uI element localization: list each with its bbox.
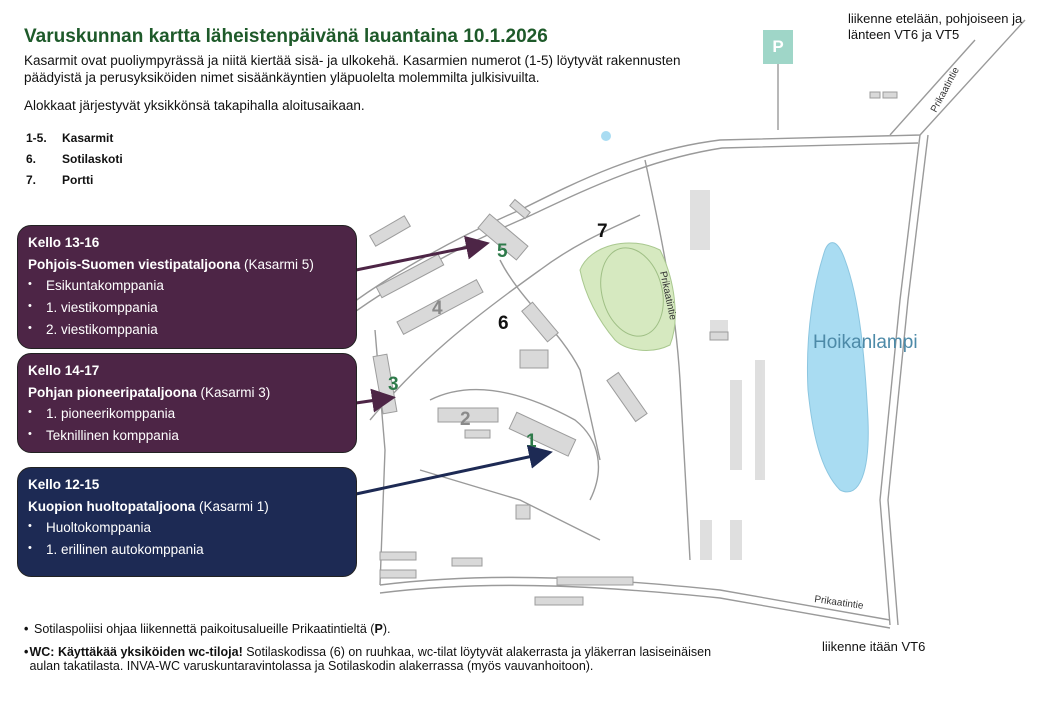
- building: [607, 373, 647, 422]
- building: [510, 200, 530, 219]
- note-wc: [24, 645, 714, 673]
- label-lake: Hoikanlampi: [813, 332, 918, 353]
- bullet-icon: •: [28, 406, 32, 418]
- list-item: [28, 322, 346, 344]
- bullet-icon: •: [28, 520, 32, 532]
- note-wc-text: [29, 645, 714, 673]
- note-parking-pre: Sotilaspoliisi ohjaa liikennettä paikoitusalueille Prikaatintieltä (: [34, 622, 375, 636]
- legend-item: [26, 173, 123, 194]
- building-blur: [730, 380, 742, 470]
- label-road-prikaatintie-field: Prikaatintie: [657, 270, 679, 322]
- building: [883, 92, 897, 98]
- note-parking-p: P: [374, 622, 383, 636]
- label-portti-7: 7: [597, 221, 608, 242]
- assembly-instruction: Alokkaat järjestyvät yksikkönsä takapihalla aloitusaikaan.: [24, 98, 365, 113]
- building: [370, 216, 411, 246]
- pond: [601, 131, 611, 141]
- list-item: [28, 428, 346, 450]
- unit-name: Pohjan pioneeripataljoona: [28, 385, 197, 400]
- legend-number: 7.: [26, 173, 37, 187]
- unit-barracks-ref: (Kasarmi 1): [195, 499, 269, 514]
- building-blur: [690, 190, 710, 250]
- unit-barracks-ref: (Kasarmi 5): [240, 257, 314, 272]
- lake-hoikanlampi: [807, 243, 868, 492]
- sports-field: [580, 243, 675, 350]
- label-kasarmi-2: 2: [460, 409, 471, 430]
- building: [870, 92, 880, 98]
- traffic-east-label: liikenne itään VT6: [822, 639, 926, 654]
- bullet-icon: •: [28, 278, 32, 290]
- label-road-prikaatintie-south: Prikaatintie: [813, 594, 865, 612]
- company-name: Huoltokomppania: [46, 520, 152, 535]
- legend-number: 1-5.: [26, 131, 47, 145]
- unit-name: Kuopion huoltopataljoona: [28, 499, 196, 514]
- company-name: 1. pioneerikomppania: [46, 406, 176, 421]
- building-blur: [730, 520, 742, 560]
- schedule-time: Kello 14-17: [28, 363, 100, 378]
- building: [710, 332, 728, 340]
- legend: [26, 131, 123, 194]
- legend-number: 6.: [26, 152, 37, 166]
- building-sotilaskoti-6: [522, 302, 558, 342]
- company-name: Esikuntakomppania: [46, 278, 164, 293]
- label-kasarmi-5: 5: [497, 241, 508, 262]
- building: [376, 254, 443, 297]
- road-prikaatintie-east-2: [888, 135, 928, 625]
- road-sw: [420, 470, 600, 540]
- unit-title: [28, 257, 346, 272]
- bullet-icon: •: [24, 622, 29, 636]
- note-wc-bold: WC: Käyttäkää yksiköiden wc-tiloja!: [29, 645, 243, 659]
- intro-text: Kasarmit ovat puoliympyrässä ja niitä kiertää sisä- ja ulkokehä. Kasarmien numerot (1-5) löytyvät rakennusten päädyistä ja perusyksiköiden nimet sisäänkäyntien yläpuolelta molemmilta julkisivuilta.: [24, 53, 681, 85]
- building: [380, 570, 416, 578]
- page-title: Varuskunnan kartta läheistenpäivänä lauantaina 10.1.2026: [24, 26, 548, 47]
- label-sotilaskoti-6: 6: [498, 313, 509, 334]
- building: [535, 597, 583, 605]
- bullet-icon: •: [28, 428, 32, 440]
- schedule-time: Kello 12-15: [28, 477, 100, 492]
- unit-title: [28, 385, 346, 400]
- legend-item: [26, 152, 123, 173]
- company-name: Teknillinen komppania: [46, 428, 179, 443]
- building: [452, 558, 482, 566]
- note-parking-text: [34, 622, 390, 636]
- legend-label: Portti: [62, 173, 94, 187]
- building: [380, 552, 416, 560]
- company-name: 2. viestikomppania: [46, 322, 158, 337]
- building: [465, 430, 490, 438]
- schedule-time: Kello 13-16: [28, 235, 100, 250]
- traffic-north-label: liikenne etelään, pohjoiseen ja länteen VT6 ja VT5: [848, 11, 1023, 42]
- list-item: [28, 300, 346, 322]
- note-parking: [24, 622, 714, 636]
- building: [520, 350, 548, 368]
- parking-sign: P: [763, 30, 793, 64]
- legend-label: Sotilaskoti: [62, 152, 123, 166]
- building-blur: [755, 360, 765, 480]
- company-list: [28, 278, 346, 344]
- unit-name: Pohjois-Suomen viestipataljoona: [28, 257, 241, 272]
- building-kasarmi-1: [509, 412, 576, 456]
- label-kasarmi-1: 1: [526, 431, 537, 452]
- label-road-prikaatintie-ne: Prikaatintie: [928, 65, 962, 115]
- footer-notes: [24, 622, 714, 682]
- building: [557, 577, 633, 585]
- company-list: [28, 406, 346, 450]
- legend-item: [26, 131, 123, 152]
- note-wc-body: Sotilaskodissa (6) on ruuhkaa, wc-tilat löytyvät alakerrasta ja yläkerran lasiseinäisen aulan takatilasta. INVA-WC varuskuntaravintolassa ja Sotilaskodin alakerrassa (myös vauvanhoitoon).: [29, 645, 712, 673]
- company-list: [28, 520, 346, 564]
- bullet-icon: •: [28, 322, 32, 334]
- company-name: 1. viestikomppania: [46, 300, 158, 315]
- road-field-side: [645, 160, 690, 560]
- list-item: [28, 278, 346, 300]
- note-parking-post: ).: [382, 622, 391, 636]
- schedule-box-kasarmi-3: [17, 353, 357, 453]
- legend-label: Kasarmit: [62, 131, 114, 145]
- unit-barracks-ref: (Kasarmi 3): [196, 385, 271, 400]
- unit-title: [28, 499, 346, 514]
- building-blur: [700, 520, 712, 560]
- label-kasarmi-4: 4: [432, 298, 443, 319]
- list-item: [28, 406, 346, 428]
- list-item: [28, 520, 346, 542]
- label-kasarmi-3: 3: [388, 374, 399, 395]
- bullet-icon: •: [28, 542, 32, 554]
- schedule-box-kasarmi-1: [17, 467, 357, 577]
- bullet-icon: •: [28, 300, 32, 312]
- company-name: 1. erillinen autokomppania: [46, 542, 204, 557]
- building: [516, 505, 530, 519]
- schedule-box-kasarmi-5: [17, 225, 357, 349]
- bullet-icon: •: [24, 645, 29, 659]
- list-item: [28, 542, 346, 564]
